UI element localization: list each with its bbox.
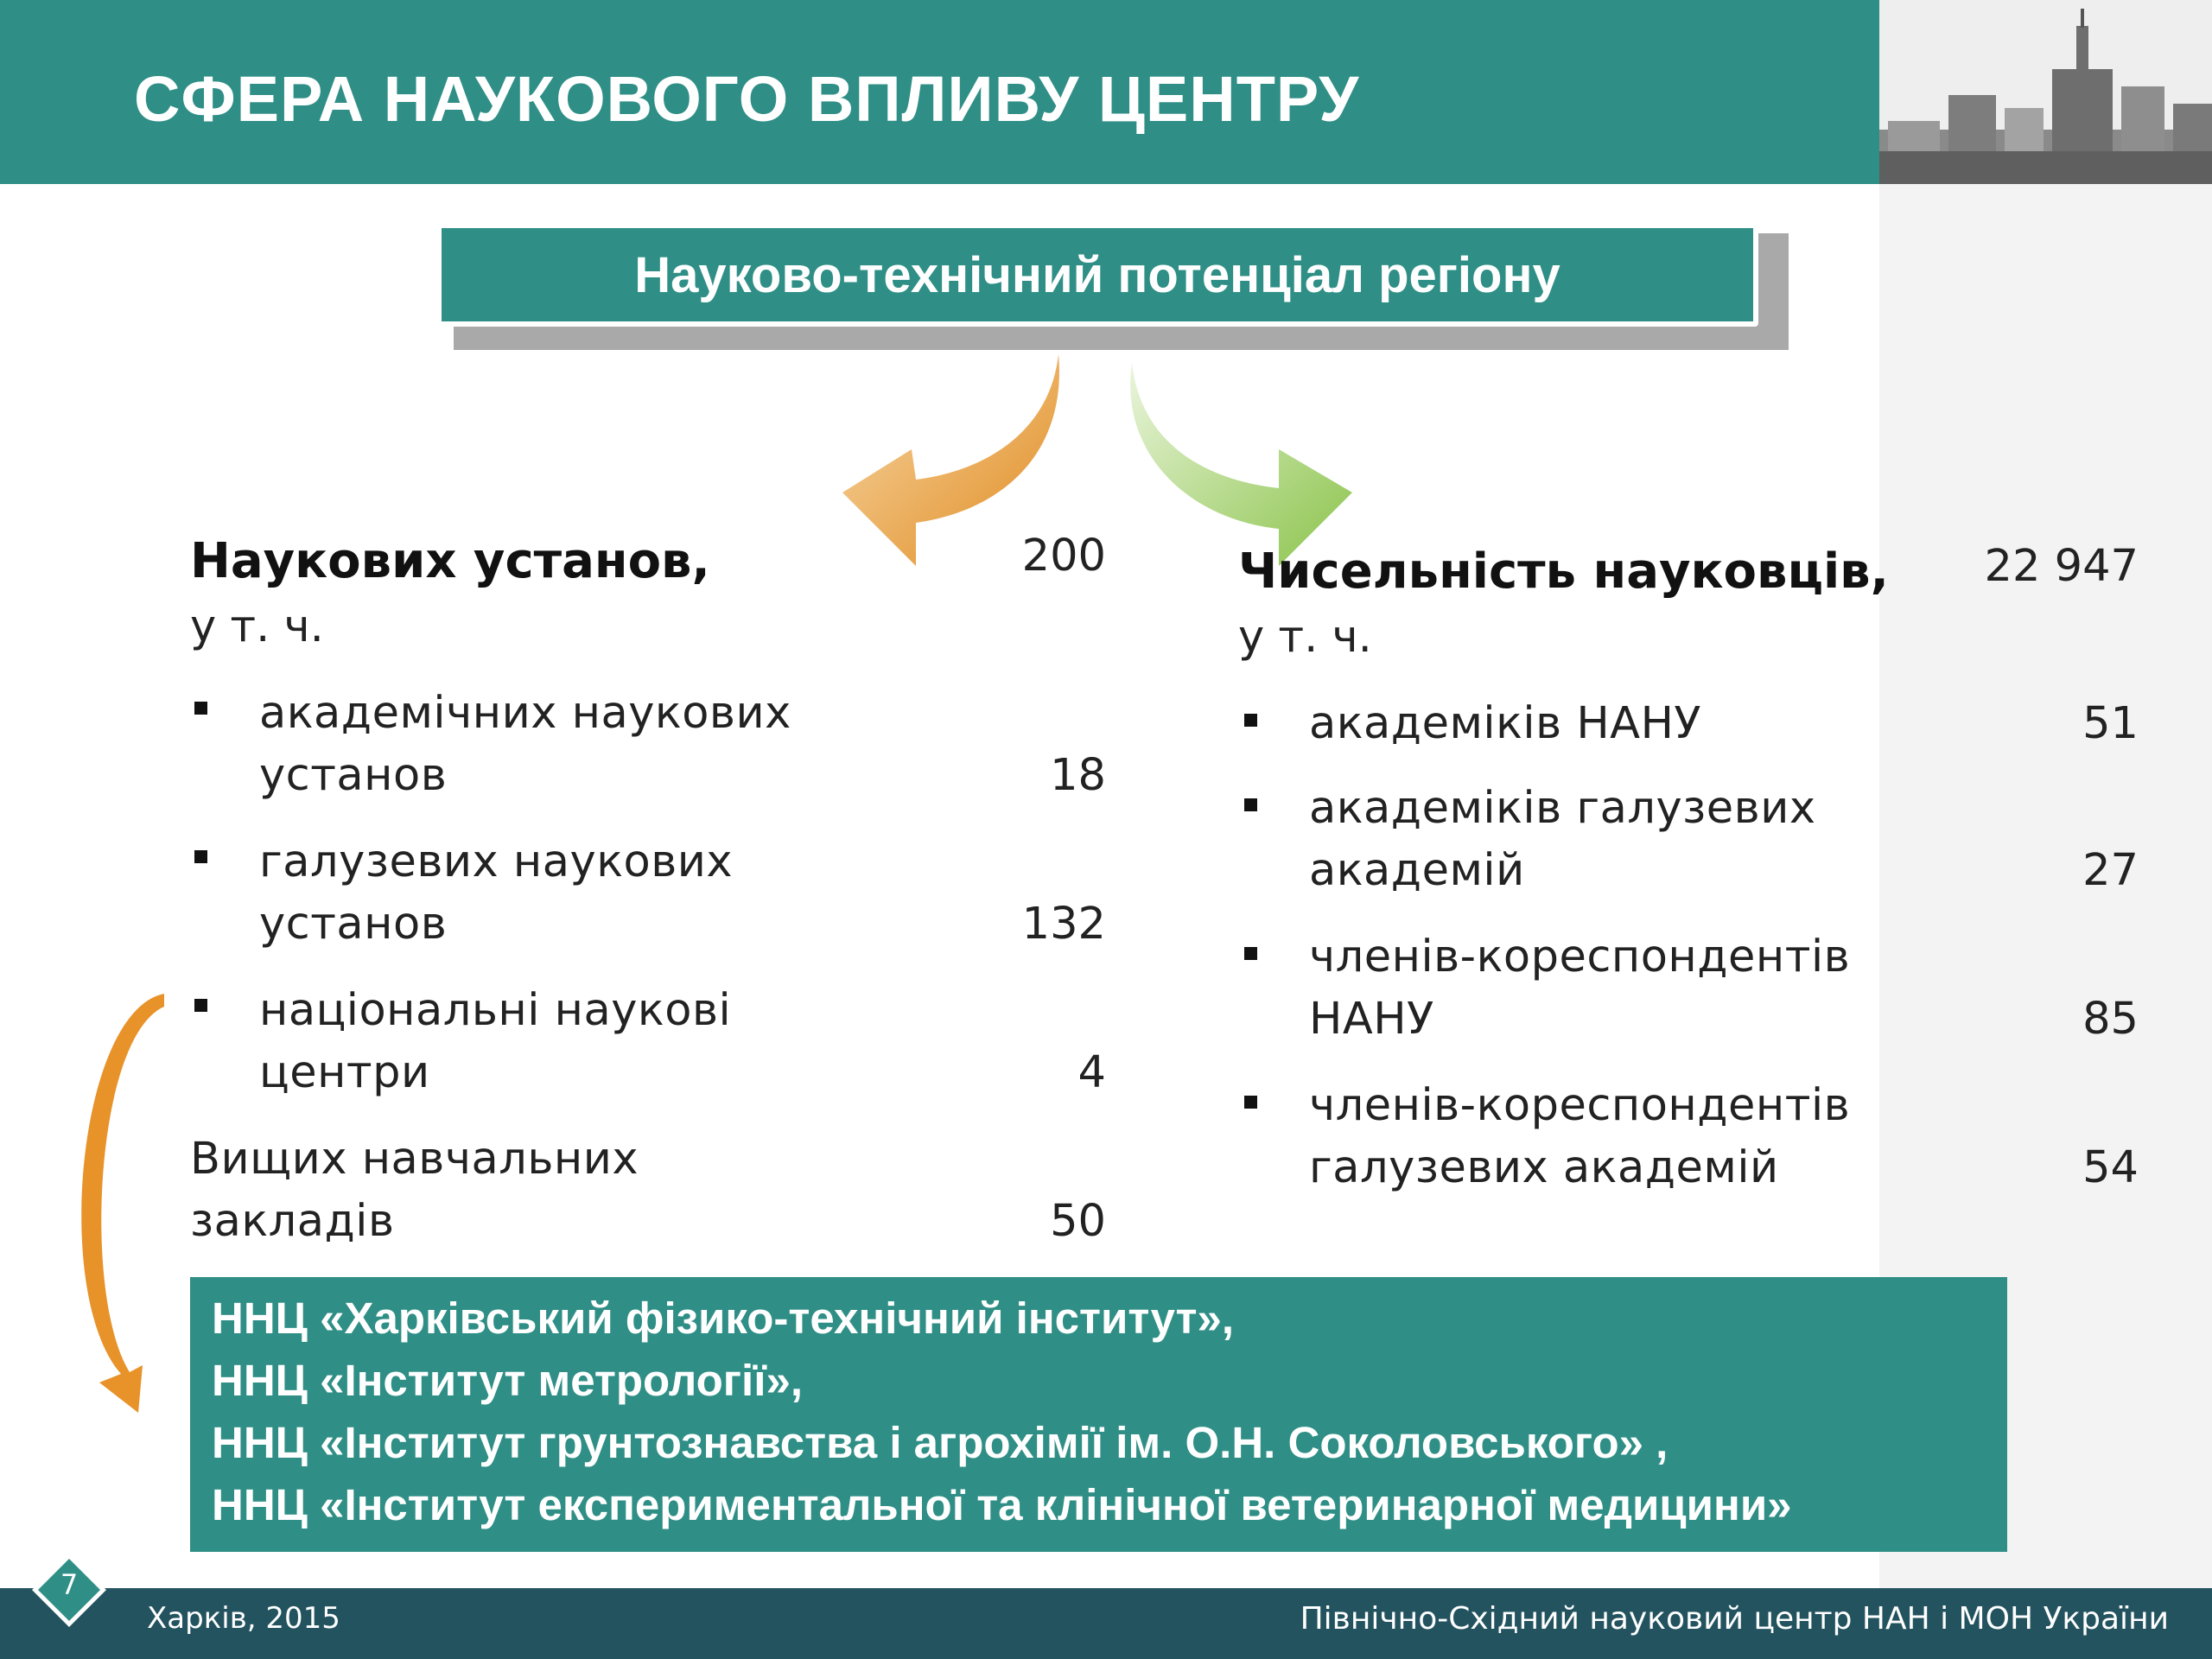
national-center-line: ННЦ «Харківський фізико-технічний інститут», [212,1294,1235,1343]
list-item-line2: установ [259,899,448,950]
banner-label: Науково-технічний потенціал регіону [634,246,1560,303]
list-item-line1: членів-кореспондентів [1309,1080,1851,1131]
list-item-line1: академічних наукових [259,688,791,739]
list-item-line2: центри [259,1047,430,1098]
list-item-value: 4 [1077,1047,1106,1098]
bullet-icon [194,999,207,1012]
list-item-line2: академій [1309,845,1525,896]
universities-line2: закладів [190,1196,395,1247]
orange-side-arrow-icon [81,994,164,1413]
list-item-line1: членів-кореспондентів [1309,931,1851,982]
page-title: СФЕРА НАУКОВОГО ВПЛИВУ ЦЕНТРУ [134,63,1360,135]
scientists-sub: у т. ч. [1238,612,1372,663]
list-item-line1: національні наукові [259,985,732,1036]
scientists-heading: Чисельність науковців, [1238,543,1889,600]
national-center-line: ННЦ «Інститут грунтознавства і агрохімії ім. О.Н. Соколовського» , [212,1418,1669,1467]
scientists-total: 22 947 [1984,541,2139,592]
list-item-line2: НАНУ [1309,994,1434,1045]
list-item-line2: установ [259,750,448,801]
bullet-icon [1244,947,1257,960]
list-item-value: 54 [2082,1142,2139,1193]
national-center-line: ННЦ «Інститут експериментальної та клінічної ветеринарної медицини» [212,1480,1792,1529]
universities-value: 50 [1050,1196,1106,1247]
footer-organization: Північно-Східний науковий центр НАН і МОН України [1300,1601,2169,1637]
list-item-line1: галузевих наукових [259,836,734,887]
institutions-sub: у т. ч. [190,601,324,652]
bullet-icon [194,850,207,863]
list-item-line1: академіків галузевих [1309,783,1816,834]
list-item-value: 85 [2082,994,2139,1045]
universities-line1: Вищих навчальних [190,1134,639,1185]
list-item-line1: академіків НАНУ [1309,698,1701,749]
list-item-value: 27 [2082,845,2139,896]
bullet-icon [1244,714,1257,727]
institutions-total: 200 [1021,531,1106,582]
bullet-icon [194,702,207,715]
institutions-heading: Наукових установ, [190,533,710,589]
list-item-value: 18 [1050,750,1106,801]
footer-location-year: Харків, 2015 [147,1601,340,1636]
bullet-icon [1244,1096,1257,1109]
green-curved-arrow-icon [1130,363,1352,566]
list-item-value: 51 [2082,698,2139,749]
national-center-line: ННЦ «Інститут метрології», [212,1356,804,1405]
page-number: 7 [60,1568,79,1601]
list-item-value: 132 [1021,899,1106,950]
bullet-icon [1244,798,1257,811]
list-item-line2: галузевих академій [1309,1142,1779,1193]
